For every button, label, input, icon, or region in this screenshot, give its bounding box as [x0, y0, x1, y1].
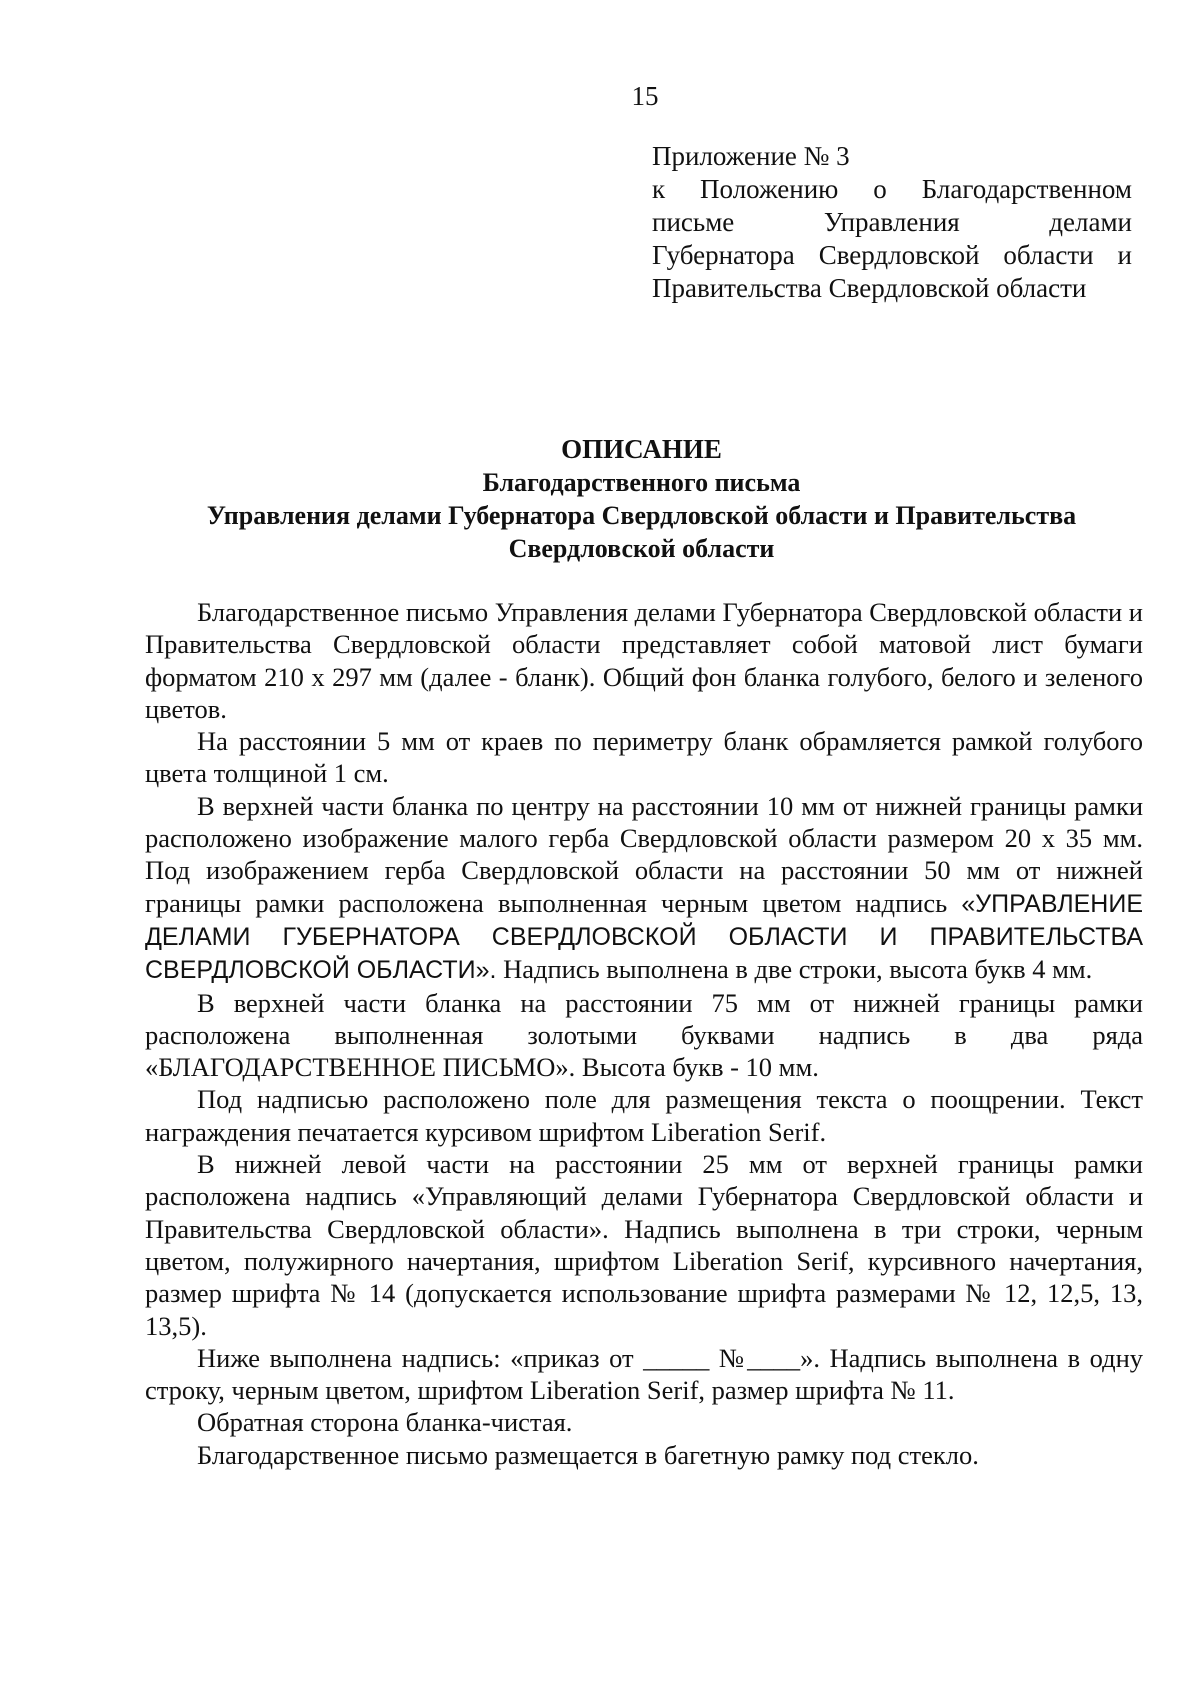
- document-heading: [145, 433, 1138, 565]
- heading-line-3: Управления делами Губернатора Свердловской области и Правительства: [206, 501, 1077, 530]
- paragraph-8: Обратная сторона бланка-чистая.: [197, 1407, 573, 1438]
- heading-line-2: Благодарственного письма: [482, 468, 801, 497]
- paragraph-6: В нижней левой части на расстоянии 25 мм от верхней границы рамки расположена надпись «Управляющий делами Губернатора Свердловской области и Правительства Свердловской области». Надпись выполнена в три строки, черным цветом, полужирного начертания, шрифтом Liberation Serif, курсивного начертания, размер шрифта № 14 (допускается использование шрифта размерами № 12, 12,5, 13, 13,5).: [145, 1149, 1143, 1341]
- paragraph-2: На расстоянии 5 мм от краев по периметру бланк обрамляется рамкой голубого цвета толщиной 1 см.: [145, 726, 1143, 789]
- appendix-line-2: к Положению о Благодарственном: [652, 174, 1132, 204]
- paragraph-4: В верхней части бланка на расстоянии 75 мм от нижней границы рамки расположена выполненная золотыми буквами надпись в два ряда «БЛАГОДАРСТВЕННОЕ ПИСЬМО». Высота букв - 10 мм.: [145, 987, 1143, 1083]
- paragraph-5: Под надписью расположено поле для размещения текста о поощрении. Текст награждения печатается курсивом шрифтом Liberation Serif.: [145, 1084, 1143, 1147]
- heading-title: ОПИСАНИЕ: [561, 434, 722, 464]
- paragraph-3: [145, 790, 1143, 987]
- paragraph-3-caps-inscription: «УПРАВЛЕНИЕ ДЕЛАМИ ГУБЕРНАТОРА СВЕРДЛОВСКОЙ ОБЛАСТИ И ПРАВИТЕЛЬСТВА СВЕРДЛОВСКОЙ ОБЛАСТИ».: [145, 889, 1143, 985]
- paragraph-1: Благодарственное письмо Управления делами Губернатора Свердловской области и Правительства Свердловской области представляет собой матовой лист бумаги форматом 210 х 297 мм (далее - бланк). Общий фон бланка голубого, белого и зеленого цветов.: [145, 597, 1143, 724]
- paragraph-3-part-3: Надпись выполнена в две строки, высота букв 4 мм.: [503, 954, 1093, 985]
- paragraph-7: Ниже выполнена надпись: «приказ от _____ №____». Надпись выполнена в одну строку, черным цветом, шрифтом Liberation Serif, размер шрифта № 11.: [145, 1342, 1143, 1406]
- appendix-line-4: Губернатора Свердловской области и: [652, 240, 1132, 270]
- paragraph-3-part-1: В верхней части бланка по центру на расстоянии 10 мм от нижней границы рамки расположено изображение малого герба Свердловской области размером 20 х 35 мм. Под изображением герба Свердловской области на расстоянии 50 мм от нижней границы рамки расположена выполненная черным цветом надпись: [145, 790, 1143, 918]
- appendix-block: [652, 140, 1132, 305]
- appendix-line-5: Правительства Свердловской области: [652, 273, 1087, 303]
- heading-line-4: Свердловской области: [508, 534, 775, 563]
- appendix-line-3: письме Управления делами: [652, 207, 1132, 237]
- page-number: 15: [631, 81, 659, 111]
- appendix-line-1: Приложение № 3: [652, 141, 850, 171]
- document-body: [145, 596, 1143, 1471]
- paragraph-9: Благодарственное письмо размещается в багетную рамку под стекло.: [197, 1439, 979, 1470]
